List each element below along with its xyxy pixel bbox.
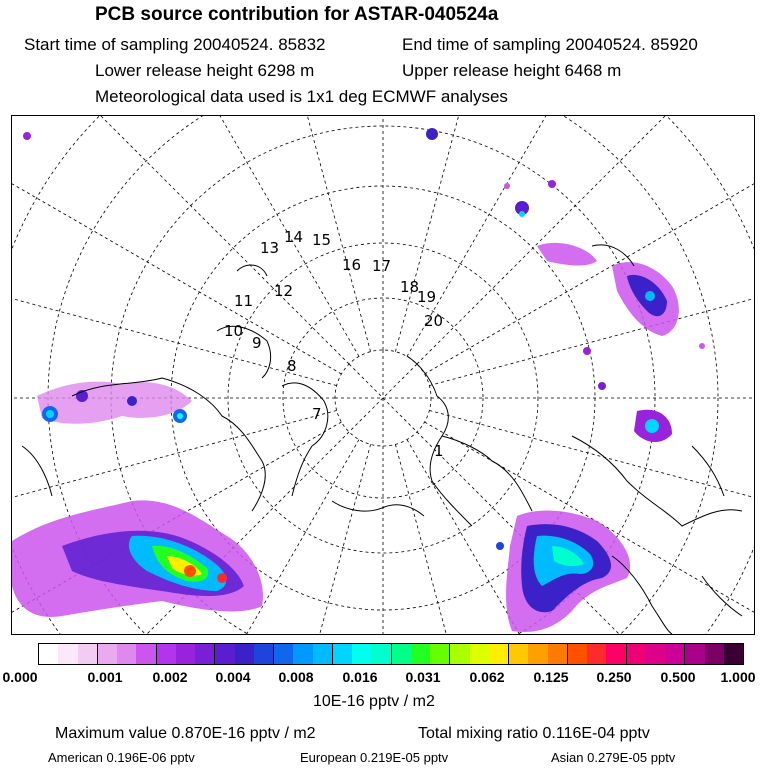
colorbar-tick: 0.250 bbox=[596, 669, 632, 685]
meridian-line bbox=[417, 116, 754, 364]
traj-label-12: 12 bbox=[274, 282, 294, 300]
meridian-line bbox=[395, 116, 538, 352]
colorbar-tick: 0.008 bbox=[278, 669, 314, 685]
american-contribution: American 0.196E-06 pptv bbox=[48, 750, 195, 765]
colorbar-swatch bbox=[352, 644, 371, 664]
meridian-line bbox=[425, 116, 754, 374]
colorbar-tick: 0.000 bbox=[2, 669, 38, 685]
traj-label-18: 18 bbox=[400, 278, 420, 296]
upper-release-label: Upper release height 6468 m bbox=[402, 61, 622, 80]
european-contribution: European 0.219E-05 pptv bbox=[300, 750, 449, 765]
traj-label-19: 19 bbox=[417, 288, 437, 306]
asian-contribution: Asian 0.279E-05 pptv bbox=[551, 750, 676, 765]
colorbar-swatch bbox=[371, 644, 390, 664]
colorbar-swatch bbox=[78, 644, 97, 664]
traj-label-11: 11 bbox=[234, 292, 254, 310]
colorbar-swatch bbox=[39, 644, 58, 664]
traj-label-17: 17 bbox=[372, 257, 392, 275]
colorbar-tick: 0.031 bbox=[405, 669, 441, 685]
colorbar-tick: 0.062 bbox=[469, 669, 505, 685]
colorbar-swatch bbox=[176, 644, 195, 664]
colorbar-swatch bbox=[705, 644, 724, 664]
colorbar-swatch bbox=[313, 644, 332, 664]
colorbar-tick: 0.125 bbox=[533, 669, 569, 685]
traj-label-13: 13 bbox=[260, 239, 280, 257]
traj-label-8: 8 bbox=[287, 357, 297, 375]
start-time-label: Start time of sampling 20040524. 85832 bbox=[24, 35, 326, 54]
colorbar-tick: 0.002 bbox=[152, 669, 188, 685]
met-data-label: Meteorological data used is 1x1 deg ECMWF analyses bbox=[95, 87, 508, 106]
plot-title: PCB source contribution for ASTAR-040524a bbox=[95, 4, 499, 25]
lower-release-label: Lower release height 6298 m bbox=[95, 61, 315, 80]
traj-label-16: 16 bbox=[342, 256, 362, 274]
colorbar-swatch bbox=[58, 644, 77, 664]
colorbar-tick: 0.500 bbox=[660, 669, 696, 685]
pollution-plumes bbox=[12, 128, 705, 632]
max-value-label: Maximum value 0.870E-16 pptv / m2 bbox=[55, 725, 316, 742]
colorbar-swatch bbox=[567, 644, 587, 664]
colorbar-swatch bbox=[195, 644, 214, 664]
colorbar-swatch bbox=[724, 644, 743, 664]
colorbar-swatch bbox=[489, 644, 508, 664]
traj-label-20: 20 bbox=[424, 312, 444, 330]
colorbar-tick: 1.000 bbox=[720, 669, 756, 685]
colorbar-swatch bbox=[449, 644, 469, 664]
traj-label-7: 7 bbox=[312, 405, 322, 423]
colorbar-swatch bbox=[508, 644, 528, 664]
total-mixing-label: Total mixing ratio 0.116E-04 pptv bbox=[418, 725, 650, 742]
colorbar-swatch bbox=[293, 644, 312, 664]
polar-map-svg bbox=[12, 116, 754, 634]
traj-label-10: 10 bbox=[224, 322, 244, 340]
colorbar-tick: 0.001 bbox=[87, 669, 123, 685]
colorbar-swatch bbox=[606, 644, 625, 664]
traj-label-15: 15 bbox=[312, 231, 332, 249]
colorbar-swatch bbox=[470, 644, 489, 664]
polar-map bbox=[11, 115, 755, 635]
colorbar-tick: 0.016 bbox=[342, 669, 378, 685]
colorbar bbox=[38, 643, 744, 665]
colorbar-swatch bbox=[97, 644, 117, 664]
traj-label-1: 1 bbox=[434, 442, 444, 460]
colorbar-swatch bbox=[332, 644, 352, 664]
colorbar-swatch bbox=[684, 644, 704, 664]
colorbar-swatch bbox=[430, 644, 449, 664]
meridian-line bbox=[429, 243, 754, 386]
end-time-label: End time of sampling 20040524. 85920 bbox=[402, 35, 698, 54]
colorbar-swatch bbox=[254, 644, 273, 664]
colorbar-swatch bbox=[626, 644, 646, 664]
colorbar-swatch bbox=[235, 644, 254, 664]
colorbar-swatch bbox=[391, 644, 411, 664]
colorbar-tick: 0.004 bbox=[215, 669, 251, 685]
colorbar-swatch bbox=[156, 644, 176, 664]
colorbar-swatch bbox=[528, 644, 547, 664]
colorbar-swatch bbox=[548, 644, 567, 664]
traj-label-14: 14 bbox=[284, 228, 304, 246]
colorbar-swatch bbox=[117, 644, 136, 664]
colorbar-swatch bbox=[665, 644, 684, 664]
colorbar-swatch bbox=[214, 644, 234, 664]
traj-label-9: 9 bbox=[252, 334, 262, 352]
colorbar-swatch bbox=[646, 644, 665, 664]
colorbar-swatch bbox=[136, 644, 155, 664]
colorbar-swatch bbox=[587, 644, 606, 664]
colorbar-swatch bbox=[411, 644, 430, 664]
colorbar-unit: 10E-16 pptv / m2 bbox=[313, 693, 435, 710]
colorbar-swatch bbox=[273, 644, 293, 664]
